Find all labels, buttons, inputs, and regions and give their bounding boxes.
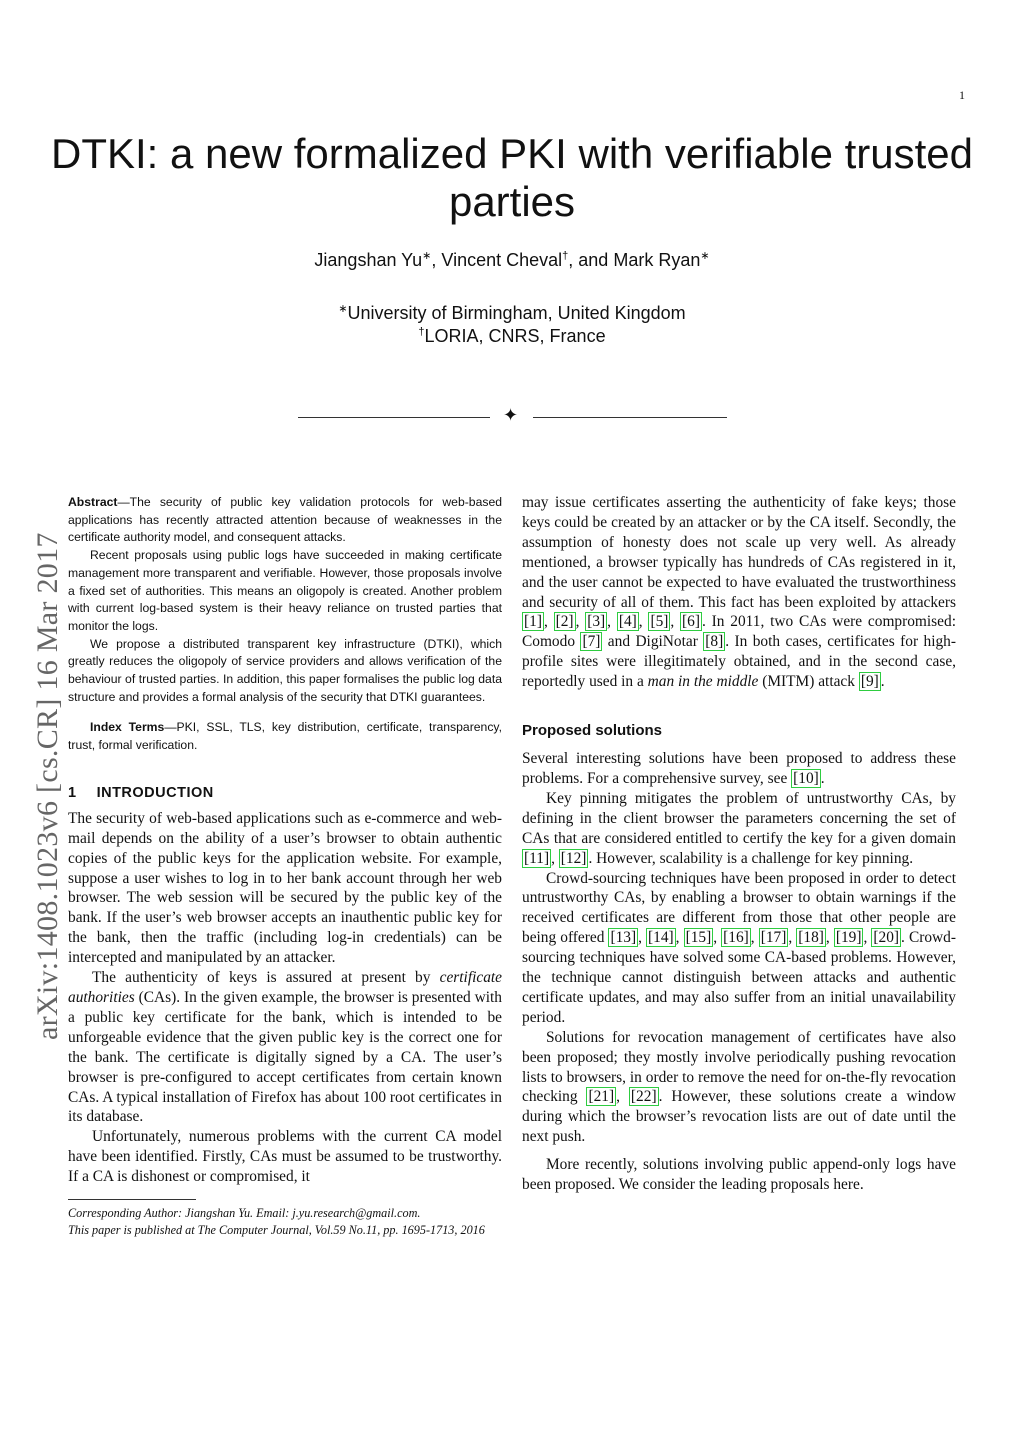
citation-link[interactable]: [17] [760, 929, 787, 947]
abstract-paragraph: Recent proposals using public logs have succeeded in making certificate management more transparent and verifiable. However, those proposals involve a fixed set of authorities. This means an oligopoly is created. Another problem with current log-based system is their heavy reliance on trusted parties that monitor the logs. [68, 548, 502, 633]
body-paragraph: Key pinning mitigates the problem of untrustworthy CAs, by defining in the client browser the parameters concerning the set of CAs that are considered entitled to certify the key for a given domain [11] , [12] . However, scalability is a challenge for key pinning. [522, 789, 956, 867]
citation-link[interactable]: [22] [630, 1088, 657, 1106]
body-paragraph: Crowd-sourcing techniques have been proposed in order to detect untrustworthy CAs, by enabling a browser to obtain warnings if the received certificates are different from those that other people are being offered [13] , [14] , [15] , [16] , [17] , [18] , [19] , [20] . Crowd-sourcing techniques have solved some CA-based problems. However, the technique cannot distinguish between attacks and authentic certificate updates, and may also suffer from an initial unavailability period. [522, 869, 956, 1026]
citation-link[interactable]: [12] [560, 849, 587, 867]
separator-rule [298, 417, 490, 418]
citation-link[interactable]: [1] [524, 613, 542, 631]
section-number: 1 [68, 784, 77, 801]
section-title: INTRODUCTION [96, 784, 214, 801]
affiliation: ∗University of Birmingham, United Kingdom [338, 303, 686, 323]
body-paragraph: More recently, solutions involving public append-only logs have been proposed. We consider the leading proposals here. [522, 1156, 956, 1194]
body-paragraph: The authenticity of keys is assured at present by certificate authorities (CAs). In the given example, the browser is presented with a public key certificate for the bank, which is intended to be unforgeable evidence that the given public key is the correct one for the bank. The certificate is digitally signed by a CA. The user’s browser is pre-configured to accept certificates from certain known CAs. A typical installation of Firefox has about 100 root certificates in its database. [68, 969, 502, 1126]
author-list: Jiangshan Yu∗, Vincent Cheval†, and Mark Ryan∗ [314, 250, 710, 270]
abstract-paragraph: We propose a distributed transparent key infrastructure (DTKI), which greatly reduces the oligopoly of service providers and allows verification of the behaviour of trusted parties. In addition, this paper formalises the public log data structure and provides a formal analysis of the security that DTKI guarantees. [68, 636, 502, 704]
citation-link[interactable]: [11] [524, 849, 550, 867]
citation-link[interactable]: [21] [588, 1088, 615, 1106]
citation-link[interactable]: [10] [793, 769, 819, 787]
affiliation-mark: ∗ [700, 250, 710, 262]
separator-rule [533, 417, 727, 418]
citation-link[interactable]: [5] [650, 613, 669, 631]
body-paragraph: Several interesting solutions have been proposed to address these problems. For a comprehensive survey, see [10] . [522, 750, 956, 787]
citation-link[interactable]: [13] [610, 929, 637, 947]
affiliation-mark: ∗ [422, 250, 432, 262]
affiliation-mark: † [562, 250, 569, 262]
index-terms: Index Terms—PKI, SSL, TLS, key distribution, certificate, transparency, trust, formal verification. [68, 720, 502, 753]
abstract-label: Abstract [68, 495, 118, 509]
citation-link[interactable]: [6] [682, 613, 700, 631]
body-paragraph: Solutions for revocation management of certificates have also been proposed; they mostly involve periodically pushing revocation lists to browsers, in order to remove the need for on-the-fly revocation checking [21] , [22] . However, these solutions create a window during which the browser’s revocation lists are out of date until the next push. [522, 1028, 956, 1146]
citation-link[interactable]: [8] [705, 633, 724, 651]
citation-link[interactable]: [14] [648, 929, 674, 947]
section-heading [68, 785, 502, 801]
citation-link[interactable]: [7] [582, 633, 601, 651]
citation-link[interactable]: [18] [798, 929, 824, 947]
separator-ornament-icon: ✦ [503, 405, 519, 425]
subsection-heading: Proposed solutions [522, 722, 663, 740]
citation-link[interactable]: [19] [835, 929, 862, 947]
abstract-paragraph: Abstract—The security of public key validation protocols for web-based applications has recently attracted attention because of weaknesses in the certificate authority model, and consequent attacks. [68, 495, 502, 545]
citation-link[interactable]: [20] [873, 929, 900, 947]
author-name: Jiangshan Yu [314, 250, 423, 270]
affiliation: †LORIA, CNRS, France [418, 326, 606, 346]
footnote: This paper is published at The Computer Journal, Vol.59 No.11, pp. 1695-1713, 2016 [68, 1223, 485, 1238]
author-name: Mark Ryan [613, 250, 701, 270]
body-paragraph: may issue certificates asserting the authenticity of fake keys; those keys could be created by an attacker or by the CA itself. Secondly, the assumption of honesty does not scale up very well. As already mentioned, a browser typically has hundreds of CAs registered in it, and the user cannot be expected to have evaluated the trustworthiness and security of all of them. This fact has been exploited by attackers [1] , [2] , [3] , [4] , [5] , [6] . In 2011, two CAs were compromised: Comodo [7] and DigiNotar [8] . In both cases, certificates for high-profile sites were illegitimately obtained, and in the second case, reportedly used in a man in the middle (MITM) attack [9] . [522, 494, 956, 691]
footnote-rule [68, 1199, 196, 1200]
body-paragraph: Unfortunately, numerous problems with the current CA model have been identified. Firstly, CAs must be assumed to be trustworthy. If a CA is dishonest or compromised, it [68, 1128, 502, 1186]
citation-link[interactable]: [9] [860, 673, 879, 691]
citation-link[interactable]: [3] [587, 613, 606, 631]
page-number: 1 [959, 88, 965, 102]
citation-link[interactable]: [4] [618, 613, 637, 631]
left-column [68, 494, 502, 1239]
body-paragraph: The security of web-based applications such as e-commerce and web-mail depends on the ability of a user’s browser to obtain authentic copies of the public keys for the application website. For example, suppose a user wishes to log in to her bank account through her web browser. The web session will be secured by the public key of the bank. If the user’s web browser accepts an inauthentic public key for the bank, then the traffic (including log-in credentials) can be intercepted and manipulated by an attacker. [68, 809, 502, 967]
index-terms-label: Index Terms [90, 720, 165, 735]
author-name: Vincent Cheval [441, 250, 563, 270]
arxiv-identifier: arXiv:1408.1023v6 [cs.CR] 16 Mar 2017 [31, 532, 64, 1040]
citation-link[interactable]: [2] [555, 613, 574, 631]
footnote: Corresponding Author: Jiangshan Yu. Email: j.yu.research@gmail.com. [68, 1206, 421, 1221]
right-column [522, 493, 956, 1195]
paper-title: DTKI: a new formalized PKI with verifiable trusted parties [50, 130, 974, 225]
citation-link[interactable]: [15] [685, 929, 712, 947]
citation-link[interactable]: [16] [723, 929, 749, 947]
